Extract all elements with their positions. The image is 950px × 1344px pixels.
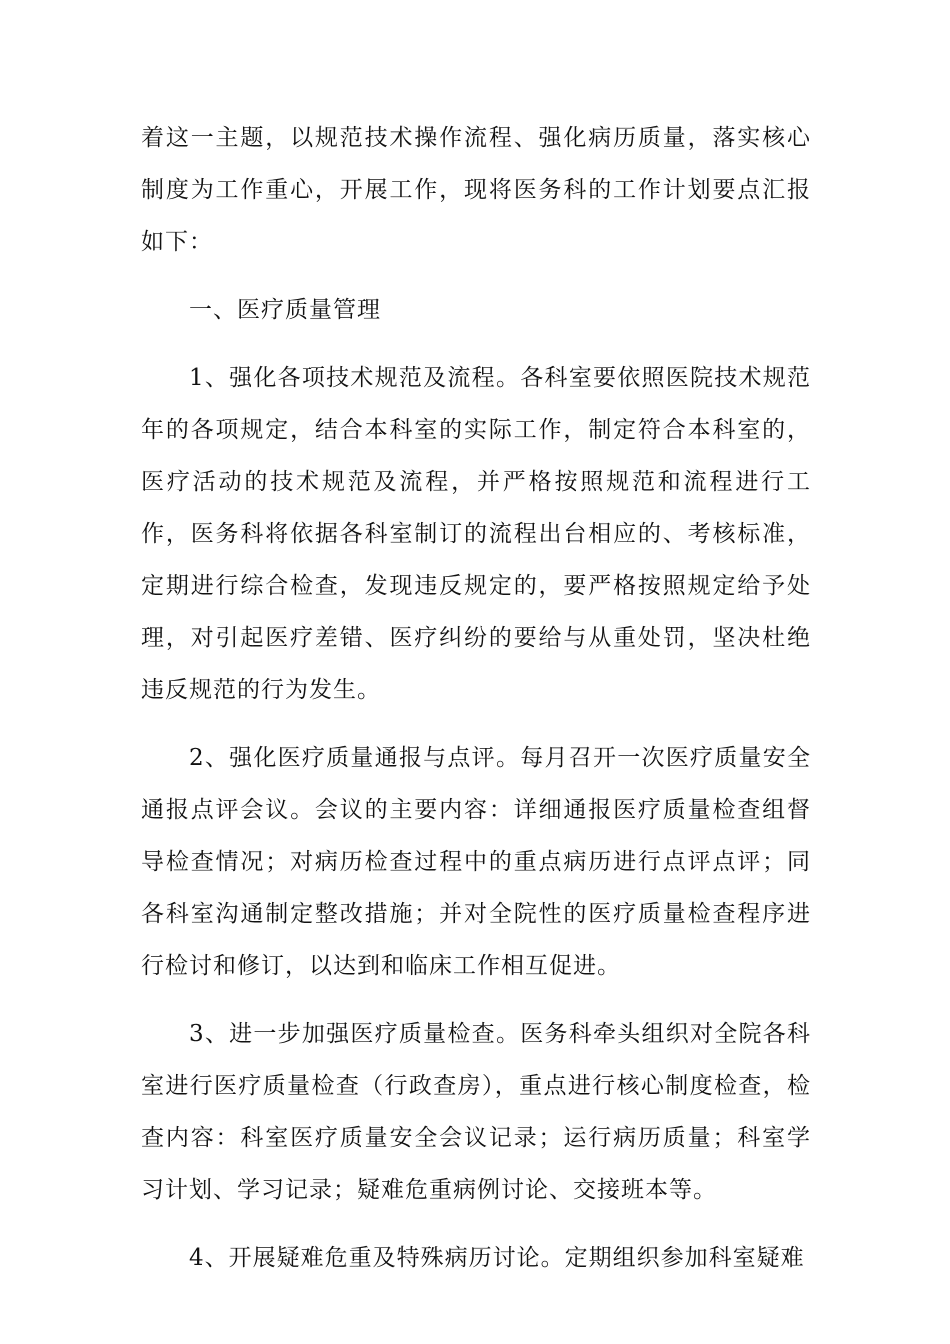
section-heading: 一、医疗质量管理: [189, 297, 381, 323]
paragraph-item-3: 3、进一步加强医疗质量检查。医务科牵头组织对全院各科室进行医疗质量检查（行政查房），重点进行核心制度检查，检查内容：科室医疗质量安全会议记录；运行病历质量；科室学习计划、学习记录；疑难危重病例讨论、交接班本等。: [141, 1021, 811, 1203]
paragraph-item-4: 4、开展疑难危重及特殊病历讨论。定期组织参加科室疑难: [189, 1245, 805, 1271]
document-body: [141, 112, 811, 1300]
paragraph-intro-continuation: 着这一主题，以规范技术操作流程、强化病历质量，落实核心制度为工作重心，开展工作，现将医务科的工作计划要点汇报如下：: [141, 125, 811, 255]
paragraph-item-2: 2、强化医疗质量通报与点评。每月召开一次医疗质量安全通报点评会议。会议的主要内容：详细通报医疗质量检查组督导检查情况；对病历检查过程中的重点病历进行点评点评；同各科室沟通制定整改措施；并对全院性的医疗质量检查程序进行检讨和修订，以达到和临床工作相互促进。: [141, 745, 811, 979]
paragraph-item-1: 1、强化各项技术规范及流程。各科室要依照医院技术规范年的各项规定，结合本科室的实际工作，制定符合本科室的，医疗活动的技术规范及流程，并严格按照规范和流程进行工作，医务科将依据各科室制订的流程出台相应的、考核标准，定期进行综合检查，发现违反规定的，要严格按照规定给予处理，对引起医疗差错、医疗纠纷的要给与从重处罚，坚决杜绝违反规范的行为发生。: [141, 365, 811, 703]
